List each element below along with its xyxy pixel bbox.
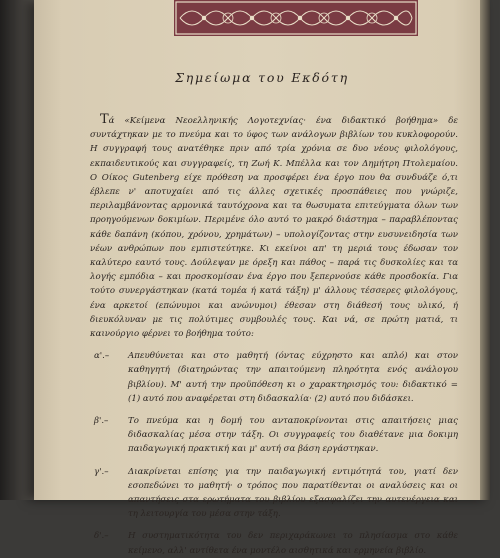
page-title: Σημείωμα του Εκδότη xyxy=(175,70,349,85)
list-item-text: Διακρίνεται επίσης για την παιδαγωγική εντιμότητά του, γιατί δεν εσοπεδώνει το μαθητή· ο τρόπος που παρατίθενται οι αναλύσεις και οι απαντήσεις στα ερωτήματα του βιβλίου εξασφαλίζει την αυτενέργεια και τη λειτουργία του μέσα στην τάξη. xyxy=(128,466,458,520)
list-item-number: δ'.– xyxy=(94,531,109,542)
page-right-edge xyxy=(480,0,490,500)
page-body-text xyxy=(90,113,458,558)
list-item xyxy=(90,349,458,406)
list-item-text: Το πνεύμα και η δομή του ανταποκρίνονται στις απαιτήσεις μιας διδασκαλίας μέσα στην τάξη. Οι συγγραφείς του διαθέτανε μια δοκιμη παιδαγωγική πρακτική και μ' αυτή σα βάση εργάστηκαν. xyxy=(128,416,458,455)
list-item-text: Απευθύνεται και στο μαθητή (όντας εύχρηστο και απλό) και στον καθηγητή (διατηρώντας την απαιτούμενη πληρότητα ενός ανάλογου βιβλίου). Μ' αυτή την προϋπόθεση κι ο χαρακτηρισμός του: διδακτικό = (1) αυτό που αναφέρεται στη διδασκαλία· (2) αυτό που διδάσκει. xyxy=(128,351,458,404)
list-item-number: γ'.– xyxy=(94,466,109,477)
list-item-text: Η συστηματικότητα του δεν περιχαράκωνει το πλησίασμα στο κάθε κείμενο, αλλ' αντίθετα ένα μοντέλο αισθητικά και ερμηνεία βιβλίο. xyxy=(128,531,458,556)
intro-paragraph xyxy=(90,113,458,341)
decorative-header-ornament xyxy=(174,0,418,36)
drop-cap: Τ xyxy=(100,112,109,127)
list-item-number: β'.– xyxy=(94,416,109,427)
intro-text: ά «Κείμενα Νεοελληνικής Λογοτεχνίας· ένα διδακτικό βοήθημα» δε συντάχτηκαν με το πνεύμα και το ύφος των ανάλογων βιβλίων του κυκλοφορούν. Η συγγραφή τους ανατέθηκε πριν από τρία χρόνια σε δυο νέους φιλολόγους, εκπαιδευτικούς και συγγραφείς, τη Ζωή Κ. Μπέλλα και τον Δημήτρη Πτολεμαίου. Ο Οίκος Gutenberg είχε πρόθεση να προσφέρει ένα έργο που θα συνδυάζε ό,τι έβλεπε ν' αποτυχαίει από τις άλλες σχετικές προσπάθειες που γνώριζε, περιλαμβάνοντας αρμονικά ταυτόχρονα και τα θωσυματα επιτεύγματα όλων των προηγούμενων δοκιμίων. Περιμένε όλο αυτό το μακρό διάστημα – παραβλέποντας κάθε δαπάνη (κόπου, χρόνου, χρημάτων) – υπολογίζοντας στην ευσυνειδησία των νέων ανθρώπων που εμπιστεύτηκε. Κι εκείνοι απ' τη μεριά τους έδωσαν τον καλύτερο εαυτό τους. Δούλεψαν με όρεξη και πάθος – παρά τις δυσκολίες και τα λογής εμπόδια – και προσκομίσαν ένα έργο που ξεπερνούσε κάθε προσδοκία. Για τούτο συνεργάστηκαν (κατά τομέα ή κατά τάξη) μ' άλλους τέσσερες φιλολόγους, ένα αρκετοί (επώνυμοι και ανώνυμοι) έθεσαν στη διάθεσή τους υλικό, ή διευκόλυναν με τις πολύτιμες συμβουλές τους. Και νά, σε πρώτη ματιά, τι καινούργιο φέρνει το βοήθημα τούτο: xyxy=(90,116,458,340)
list-item xyxy=(90,529,458,557)
list-item xyxy=(90,465,458,522)
list-item-number: α'.– xyxy=(94,351,110,362)
list-item xyxy=(90,414,458,457)
book-page xyxy=(34,0,490,556)
